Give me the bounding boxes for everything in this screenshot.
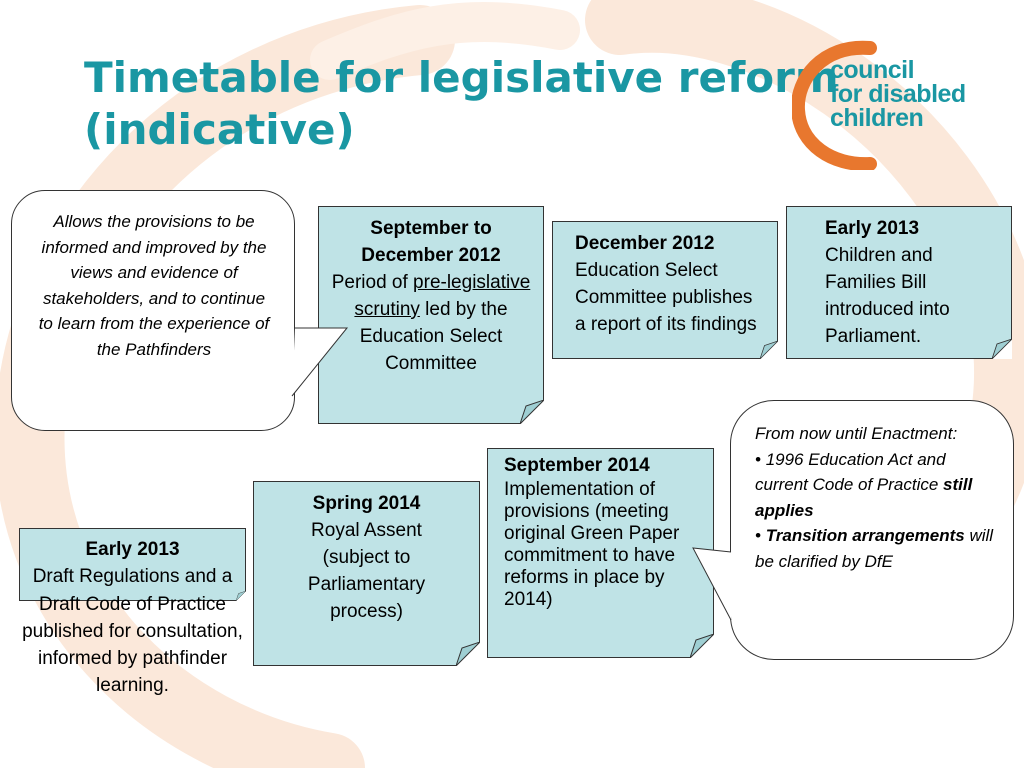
page-curl-icon (520, 400, 544, 424)
note-early-2013-regs-heading: Early 2013 (85, 539, 180, 560)
note-sep-dec-2012-body (332, 272, 531, 374)
note-sep-dec-2012-heading: September to December 2012 (361, 218, 501, 266)
enactment-callout-bullet-1 (755, 447, 995, 524)
stakeholder-callout-text: Allows the provisions to be informed and improved by the views and evidence of stakeholders, and to continue to learn from the experience of the Pathfinders (38, 212, 270, 359)
logo-text-line-2: for disabled (830, 80, 966, 108)
logo-text (830, 58, 966, 130)
bullet-icon: • (755, 449, 761, 469)
bullet-2-bold: Transition arrangements (765, 526, 965, 545)
council-for-disabled-children-logo (792, 40, 1002, 170)
note-sep-dec-2012-text-before: Period of (331, 272, 414, 293)
note-sep-dec-2012 (318, 206, 544, 424)
pre-legislative-scrutiny-text: pre-legislative scrutiny (354, 272, 531, 320)
note-early-2013-bill-heading: Early 2013 (825, 218, 920, 239)
note-dec-2012-heading: December 2012 (575, 233, 715, 254)
page-curl-icon (690, 634, 714, 658)
bullet-1-bold: still applies (755, 475, 973, 520)
slide-title (84, 52, 839, 156)
page-curl-icon (456, 642, 480, 666)
enactment-callout-bubble (730, 400, 1014, 660)
note-sep-2014-text: Implementation of provisions (meeting original Green Paper commitment to have reforms in place by 2014) (504, 479, 680, 610)
stakeholder-callout-bubble (11, 190, 295, 431)
note-sep-2014 (487, 448, 714, 658)
page-curl-icon (992, 339, 1012, 359)
bullet-2-text: will be clarified by DfE (755, 526, 994, 571)
note-spring-2014-text: Royal Assent (subject to Parliamentary process) (307, 520, 426, 622)
note-early-2013-bill (786, 206, 1012, 359)
logo-text-line-1: council (830, 56, 915, 84)
note-sep-dec-2012-text-after: led by the Education Select Committee (359, 299, 508, 374)
logo-text-line-3: children (830, 104, 924, 132)
page-curl-icon (760, 341, 778, 359)
slide-title-line-1: Timetable for legislative reform (84, 53, 839, 102)
enactment-callout-intro: From now until Enactment: (755, 424, 958, 443)
note-dec-2012 (552, 221, 778, 359)
note-dec-2012-text: Education Select Committee publishes a report of its findings (575, 260, 757, 335)
note-spring-2014-heading: Spring 2014 (312, 493, 421, 514)
bullet-icon: • (755, 526, 761, 545)
enactment-callout-text (755, 421, 995, 574)
enactment-callout-bullet-2 (755, 523, 995, 574)
note-early-2013-regs-text (19, 536, 246, 700)
note-spring-2014 (253, 481, 480, 666)
note-early-2013-regs-body: Draft Regulations and a Draft Code of Practice published for consultation, informed by pathfinder learning. (22, 566, 243, 697)
bullet-1-text: 1996 Education Act and current Code of Practice (755, 449, 946, 494)
note-early-2013-bill-text: Children and Families Bill introduced into Parliament. (825, 245, 950, 347)
note-sep-2014-heading: September 2014 (504, 455, 650, 476)
slide-title-line-2: (indicative) (84, 105, 355, 154)
